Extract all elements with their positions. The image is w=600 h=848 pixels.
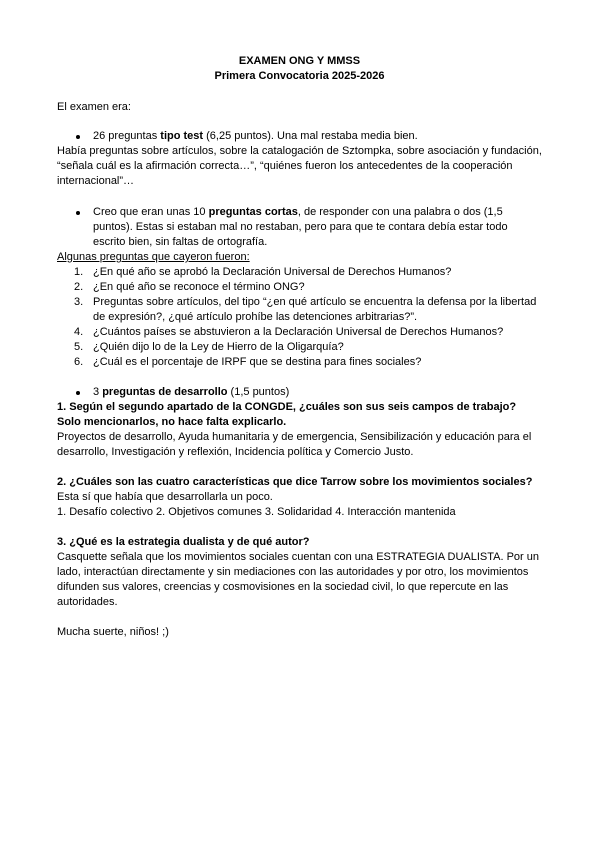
test-description: Había preguntas sobre artículos, sobre la catalogación de Sztompka, sobre asociación y fundación, “señala cuál es la afirmación correcta…”, “quiénes fueron los antecedentes de la cooperación internacional”… <box>57 145 542 187</box>
document-subtitle: Primera Convocatoria 2025-2026 <box>214 70 385 82</box>
question-title: 1. Según el segundo apartado de la CONGDE, ¿cuáles son sus seis campos de trabajo? Solo mencionarlos, no hace falta explicarlo. <box>57 401 517 428</box>
list-number: 2. <box>74 281 84 293</box>
bullet-dot <box>76 135 80 139</box>
list-item-text: ¿En qué año se reconoce el término ONG? <box>93 281 305 293</box>
bullet-emphasis: preguntas de desarrollo <box>102 386 228 398</box>
document-title: EXAMEN ONG Y MMSS <box>238 55 361 67</box>
dev-bullet-list <box>57 385 542 400</box>
questions-heading: Algunas preguntas que cayeron fueron: <box>57 251 250 263</box>
bullet-test-questions <box>57 129 542 144</box>
dev-question-3 <box>57 535 542 550</box>
intro-text: El examen era: <box>57 101 131 113</box>
bullet-text: (6,25 puntos). Una mal restaba media bien. <box>203 130 418 142</box>
document-body <box>57 54 542 640</box>
bullet-text: (1,5 puntos) <box>227 386 290 398</box>
list-item-text: ¿En qué año se aprobó la Declaración Universal de Derechos Humanos? <box>93 266 452 278</box>
list-number: 1. <box>74 266 84 278</box>
list-item <box>57 265 542 280</box>
bullet-emphasis: tipo test <box>160 130 204 142</box>
list-item <box>57 325 542 340</box>
list-item-text: ¿Cuántos países se abstuvieron a la Declaración Universal de Derechos Humanos? <box>93 326 504 338</box>
bullet-text: 3 <box>93 386 103 398</box>
short-questions-list <box>57 265 542 370</box>
question-title: 2. ¿Cuáles son las cuatro características que dice Tarrow sobre los movimientos sociales? <box>57 476 533 488</box>
list-item <box>57 295 542 325</box>
bullet-dot <box>76 391 80 395</box>
closing-text: Mucha suerte, niños! ;) <box>57 626 169 638</box>
dev-answer-2: 1. Desafío colectivo 2. Objetivos comunes 3. Solidaridad 4. Interacción mantenida <box>57 506 456 518</box>
list-item <box>57 280 542 295</box>
list-item-text: ¿Cuál es el porcentaje de IRPF que se destina para fines sociales? <box>93 356 422 368</box>
bullet-short-questions <box>57 205 542 250</box>
list-number: 3. <box>74 296 84 308</box>
list-number: 6. <box>74 356 84 368</box>
question-note: Esta sí que había que desarrollarla un poco. <box>57 491 273 503</box>
dev-question-1 <box>57 400 542 430</box>
short-bullet-list <box>57 205 542 250</box>
bullet-text: 26 preguntas <box>93 130 161 142</box>
question-title: 3. ¿Qué es la estrategia dualista y de qué autor? <box>57 536 310 548</box>
test-bullet-list <box>57 129 542 144</box>
dev-question-2 <box>57 475 542 505</box>
list-number: 5. <box>74 341 84 353</box>
bullet-text: , de responder con una palabra o dos (1,5 puntos). Estas si estaban mal no restaban, pero para que te contara debía estar todo escrito bien, sin faltas de ortografía. <box>93 206 508 248</box>
bullet-dot <box>76 211 80 215</box>
dev-answer-3: Casquette señala que los movimientos sociales cuentan con una ESTRATEGIA DUALISTA. Por un lado, interactúan directamente y sin mediaciones con las autoridades y por otro, los movimientos difunden sus valores, creencias y cosmovisiones en la sociedad civil, lo que repercute en las autoridades. <box>57 551 540 608</box>
bullet-emphasis: preguntas cortas <box>208 206 298 218</box>
list-number: 4. <box>74 326 84 338</box>
bullet-text: Creo que eran unas 10 <box>93 206 209 218</box>
bullet-dev-questions <box>57 385 542 400</box>
list-item <box>57 340 542 355</box>
list-item-text: ¿Quién dijo lo de la Ley de Hierro de la Oligarquía? <box>93 341 344 353</box>
list-item-text: Preguntas sobre artículos, del tipo “¿en qué artículo se encuentra la defensa por la libertad de expresión?, ¿qué artículo prohíbe las detenciones arbitrarias?”. <box>93 296 537 323</box>
list-item <box>57 355 542 370</box>
dev-answer-1: Proyectos de desarrollo, Ayuda humanitaria y de emergencia, Sensibilización y educación para el desarrollo, Investigación y reflexión, Incidencia política y Comercio Justo. <box>57 431 532 458</box>
